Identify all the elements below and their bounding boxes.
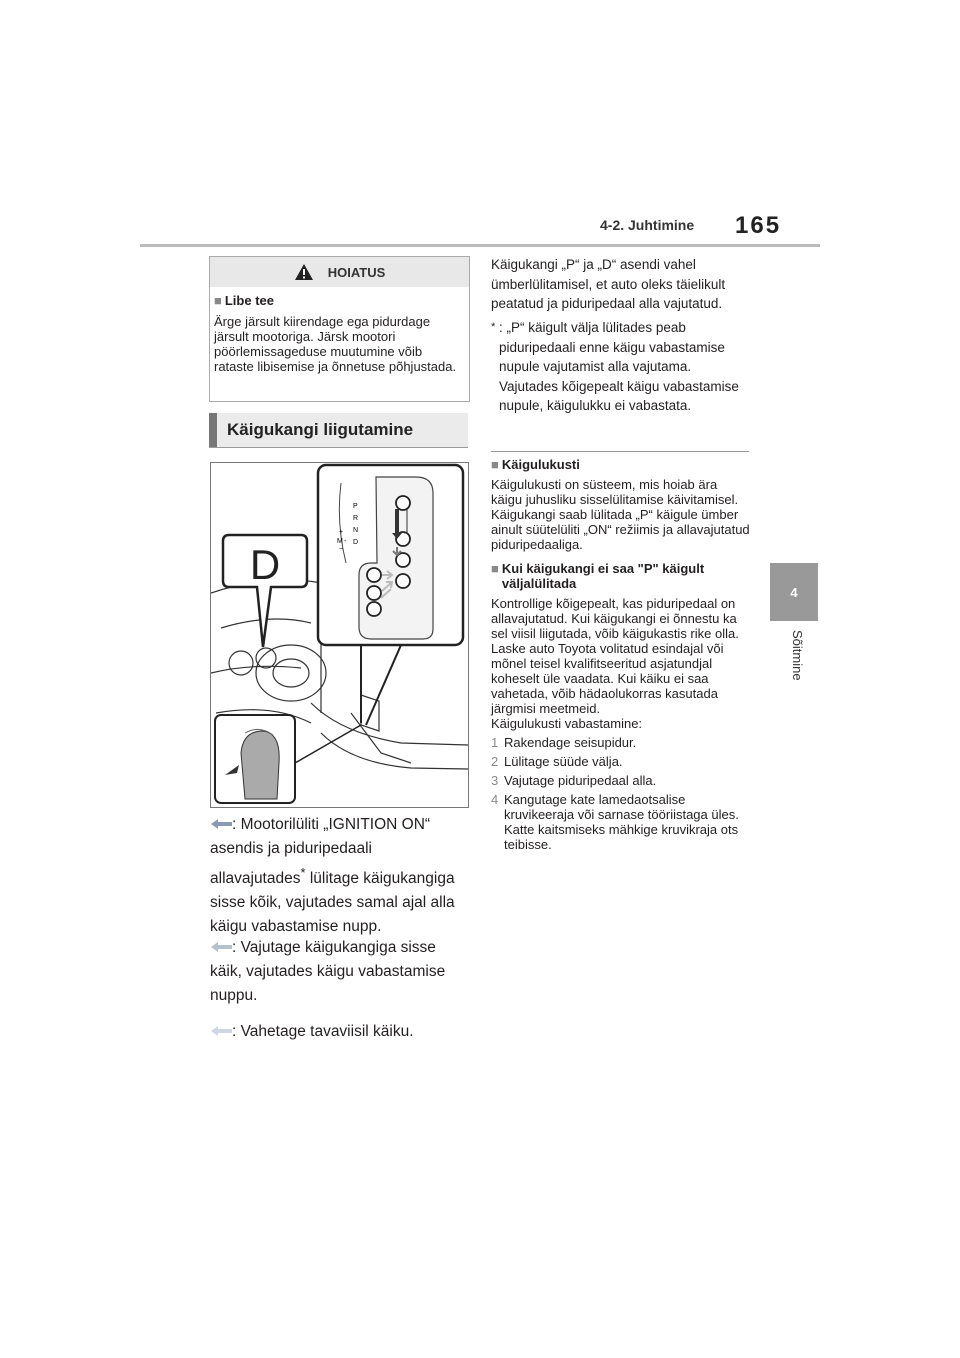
step-4: 4 Kangutage kate lamedaotsalise kruvikeeraja või sarnase tööriistaga üles. Katte kaitsmiseks mähkige kruvikraja ots teibisse. [491,792,739,852]
dark-arrow-icon [210,813,232,837]
lock-title: Käigulukusti [501,457,580,472]
footnote-text: : „P“ käigult välja lülitades peab piduripedaali enne käigu vabastamise nupule vajutamist alla vajutama. Vajutades kõigepealt käigu vabastamise nupule, käigulukku ei vabastata. [499,320,739,413]
divider [491,451,749,452]
gear-letter: D [249,541,281,588]
warning-header [210,257,469,287]
gate-label-d: D [353,539,359,546]
shift-lever-illustration [211,463,468,807]
manual-label-m: M [337,538,343,545]
header-rule [140,244,820,247]
manual-label-dash: − [339,546,344,553]
footnote [491,318,751,416]
gate-label-n: N [353,527,359,534]
release-label: Käigulukusti vabastamine: [491,716,643,731]
footnote-star: * [491,321,496,333]
section-title: Käigukangi liigutamine [209,413,468,447]
light-arrow-icon [210,1020,232,1044]
step-2: 2 Lülitage süüde välja. [491,754,623,769]
instruction-text-1a: : Mootorilüliti „IGNITION ON“ asendis ja piduripedaali allavajutades [210,816,431,888]
intro-paragraph: Käigukangi „P“ ja „D“ asendi vahel ümberlülitamisel, et auto oleks täielikult peatatud ja piduripedaal alla vajutatud. [491,257,726,311]
instruction-item-3 [210,1020,470,1044]
lock-text: Käigulukusti on süsteem, mis hoiab ära käigu juhusliku sisselülitamise käivitamisel. Käigukangi saab lülitada „P“ käigule ümber ainult süütelüliti „ON“ režiimis ja allavajutatud piduripedaaliga. [491,477,750,552]
bullet-square-icon: ■ [491,457,499,472]
grey-arrow-icon [210,936,232,960]
warning-triangle-icon [294,263,314,281]
gate-label-p: P [353,503,358,510]
bullet-square-icon: ■ [214,293,222,308]
footnote-mark: * [300,865,306,881]
cannot-title: Kui käigukangi ei saa "P" käigult väljalülitada [501,561,705,591]
instruction-text-2: : Vajutage käigukangiga sisse käik, vajutades käigu vabastamise nuppu. [210,939,446,1005]
gate-label-r: R [353,515,359,522]
manual-label-plus: + [339,529,344,536]
shift-lever-figure [210,462,469,808]
warning-subtitle: Libe tee [224,293,274,308]
instruction-text-3: : Vahetage tavaviisil käiku. [232,1023,414,1041]
instruction-item-1 [210,813,470,939]
manual-label-minus: - [344,538,347,545]
chapter-tab[interactable]: 4 [770,563,818,621]
warning-title: HOIATUS [327,264,386,280]
step-3: 3 Vajutage piduripedaal alla. [491,773,657,788]
section-rule [209,447,468,448]
section-heading: 4-2. Juhtimine [600,217,695,233]
step-1: 1 Rakendage seisupidur. [491,735,637,750]
chapter-label: Sõitmine [790,630,805,681]
lock-section [491,457,751,852]
warning-text: Ärge järsult kiirendage ega pidurdage järsult mootoriga. Järsk mootori pöörlemissageduse muutumine võib rataste libisemise ja õnnetuse põhjustada. [214,314,457,374]
cannot-text: Kontrollige kõigepealt, kas piduripedaal on allavajutatud. Kui käigukangi ei õnnestu ka sel viisil liigutada, võib käigukastis rike olla. Laske auto Toyota volitatud esindajal või mõnel teisel kvalifitseeritud asjatundjal koheselt üle vaadata. Kui käiku ei saa vahetada, võib hädaolukorras kasutada järgmisi meetmeid. [491,596,739,716]
page-number: 165 [735,212,782,239]
warning-box [209,256,470,402]
bullet-square-icon: ■ [491,561,499,576]
instruction-item-2 [210,936,470,1008]
instruction-text-1b: lülitage käigukangiga sisse kõik, vajutades samal ajal alla käigu vabastamise nupp. [210,870,455,936]
